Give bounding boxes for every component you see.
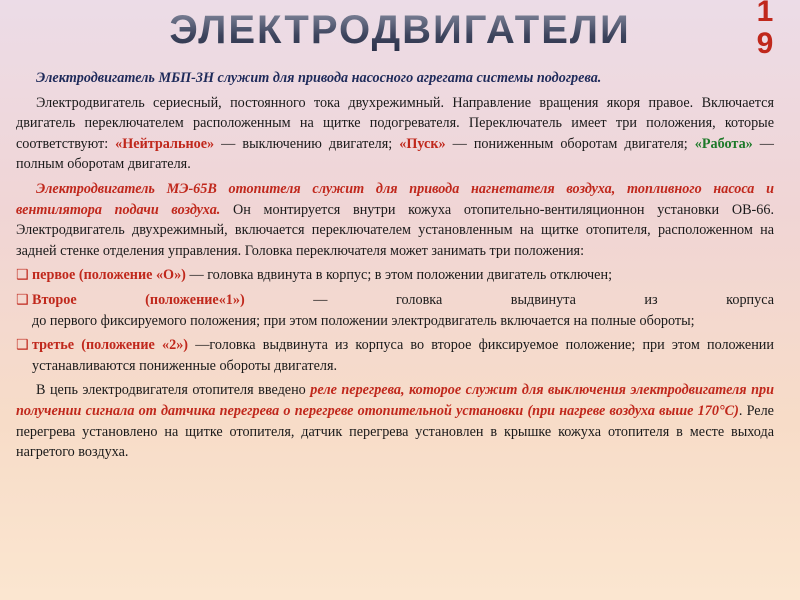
list-item-position-0 [16, 265, 774, 286]
position-1-line1 [32, 290, 774, 311]
mode-work: «Работа» [694, 135, 753, 152]
me65-description: Он монтируется внутри кожуха отопительно-вентиляционнон установки ОВ-66. Электродвигатель двухрежимный, включается переключателем установленным на щитке отопителя, расположенном на задней стенке отделения управления. Головка переключателя может занимать три положения: [16, 201, 774, 259]
me65-heading: Электродвигатель МЭ-65В отопителя служит для привода нагнетателя воздуха, топливного насоса и вентилятора подачи воздуха. [16, 180, 774, 218]
slide-number [750, 0, 780, 60]
main-text [16, 68, 774, 467]
paragraph-mbp-description [16, 93, 774, 175]
bullet-square-icon: ❑ [16, 267, 29, 284]
mode-neutral: «Нейтральное» [115, 135, 215, 152]
position-label: третье (положение «2») [32, 337, 189, 354]
position-text: —головка выдвинута из корпуса во второе фиксируемое положение; при этом положении устанавливаются пониженные обороты двигателя. [32, 337, 774, 374]
position-text: — головка выдвинута из корпуса [244, 291, 774, 308]
list-item-position-1 [16, 290, 774, 331]
list-item-position-2 [16, 335, 774, 376]
p2-text-c: — пониженным оборотам двигателя; [445, 135, 695, 152]
overheat-relay-text: реле перегрева, которое служит для выключения электродвигателя при получении сигнала от датчика перегрева о перегреве отопительной установки (при нагреве воздуха выше 170°С) [16, 382, 774, 419]
paragraph-me65 [16, 179, 774, 261]
p2-text-d: — полным оборотам двигателя. [16, 135, 774, 173]
bullet-square-icon: ❑ [16, 337, 29, 354]
position-text: — головка вдвинута в корпус; в этом положении двигатель отключен; [185, 267, 613, 284]
bullet-square-icon: ❑ [16, 291, 29, 308]
p2-text-a: Электродвигатель сериесный, постоянного тока двухрежимный. Направление вращения якоря правое. Включается двигатель переключателем расположенным на щитке подогревателя. Переключатель имеет три положения, которые соответствуют: [16, 94, 774, 152]
page-title: ЭЛЕКТРОДВИГАТЕЛИ [0, 8, 800, 53]
slide-number-text: 1 9 [756, 0, 774, 60]
position-label: Второе (положение«1») [32, 291, 245, 308]
position-1-line2: до первого фиксируемого положения; при этом положении электродвигатель включается на полные обороты; [32, 312, 695, 329]
paragraph-overheat-relay [16, 380, 774, 462]
mode-start: «Пуск» [399, 135, 446, 152]
p4-text-a: В цепь электродвигателя отопителя введено [36, 382, 311, 399]
mbp-heading: Электродвигатель МБП-3Н служит для привода насосного агрегата системы подогрева. [36, 70, 602, 86]
p2-text-b: — выключению двигателя; [214, 135, 400, 152]
p4-text-b: . Реле перегрева установлено на щитке отопителя, датчик перегрева установлен в крышке кожуха отопителя в месте выхода нагретого воздуха. [16, 402, 774, 461]
position-label: первое (положение «О») [32, 267, 186, 284]
paragraph-mbp [16, 68, 774, 89]
